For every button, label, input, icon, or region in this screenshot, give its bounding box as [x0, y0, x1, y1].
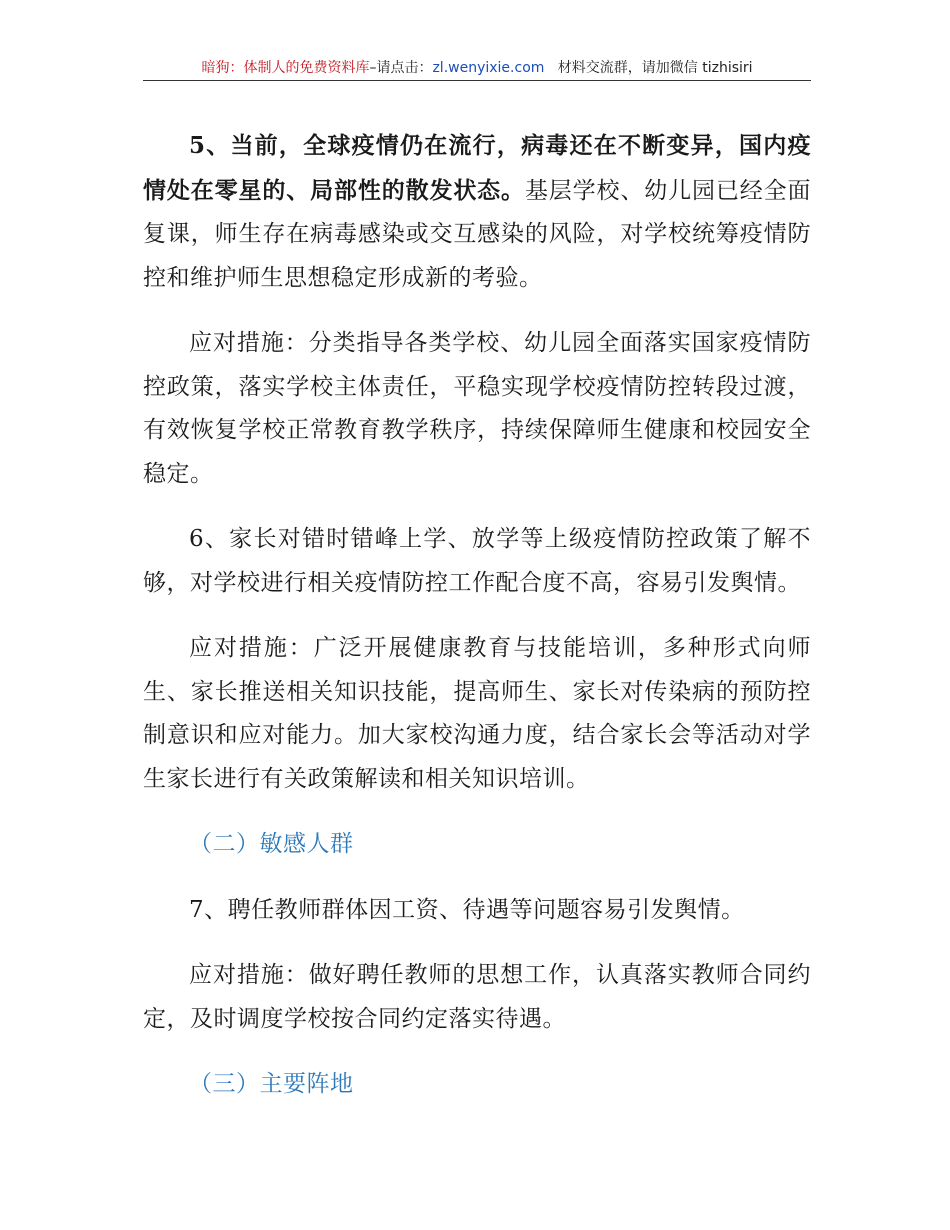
measure-paragraph-6: 应对措施：广泛开展健康教育与技能培训，多种形式向师生、家长推送相关知识技能，提高师生、家长对传染病的预防控制意识和应对能力。加大家校沟通力度，结合家长会等活动对学生家长进行有关政策解读和相关知识培训。: [143, 635, 811, 792]
measure-paragraph-7: 应对措施：做好聘任教师的思想工作，认真落实教师合同约定，及时调度学校按合同约定落实待遇。: [143, 962, 811, 1032]
paragraph-item-6: 6、家长对错时错峰上学、放学等上级疫情防控政策了解不够，对学校进行相关疫情防控工作配合度不高，容易引发舆情。: [143, 526, 811, 596]
section-heading-main-positions: （三）主要阵地: [189, 1071, 354, 1097]
section-heading-sensitive-groups: （二）敏感人群: [189, 831, 354, 857]
header-click-prompt: –请点击：: [369, 60, 433, 76]
paragraph-item-5-bold: 5、当前，全球疫情仍在流行，病毒还在不断变异，国内疫情处在零星的、局部性的散发状态。: [143, 132, 811, 204]
paragraph-item-5: [143, 124, 811, 300]
paragraph-item-5-rest: 基层学校、幼儿园已经全面复课，师生存在病毒感染或交互感染的风险，对学校统筹疫情防控和维护师生思想稳定形成新的考验。: [143, 177, 812, 291]
measure-paragraph-5: 应对措施：分类指导各类学校、幼儿园全面落实国家疫情防控政策，落实学校主体责任，平稳实现学校疫情防控转段过渡，有效恢复学校正常教育教学秩序，持续保障师生健康和校园安全稳定。: [143, 330, 811, 487]
document-body: [143, 124, 811, 1129]
paragraph-item-7: 7、聘任教师群体因工资、待遇等问题容易引发舆情。: [189, 896, 745, 923]
header-link[interactable]: zl.wenyixie.com: [432, 60, 545, 76]
page-header: [143, 58, 811, 80]
header-wechat-note: 材料交流群，请加微信 tizhisiri: [557, 60, 753, 76]
header-divider: [143, 80, 811, 81]
header-site-name: 暗狗：体制人的免费资料库: [201, 60, 370, 76]
